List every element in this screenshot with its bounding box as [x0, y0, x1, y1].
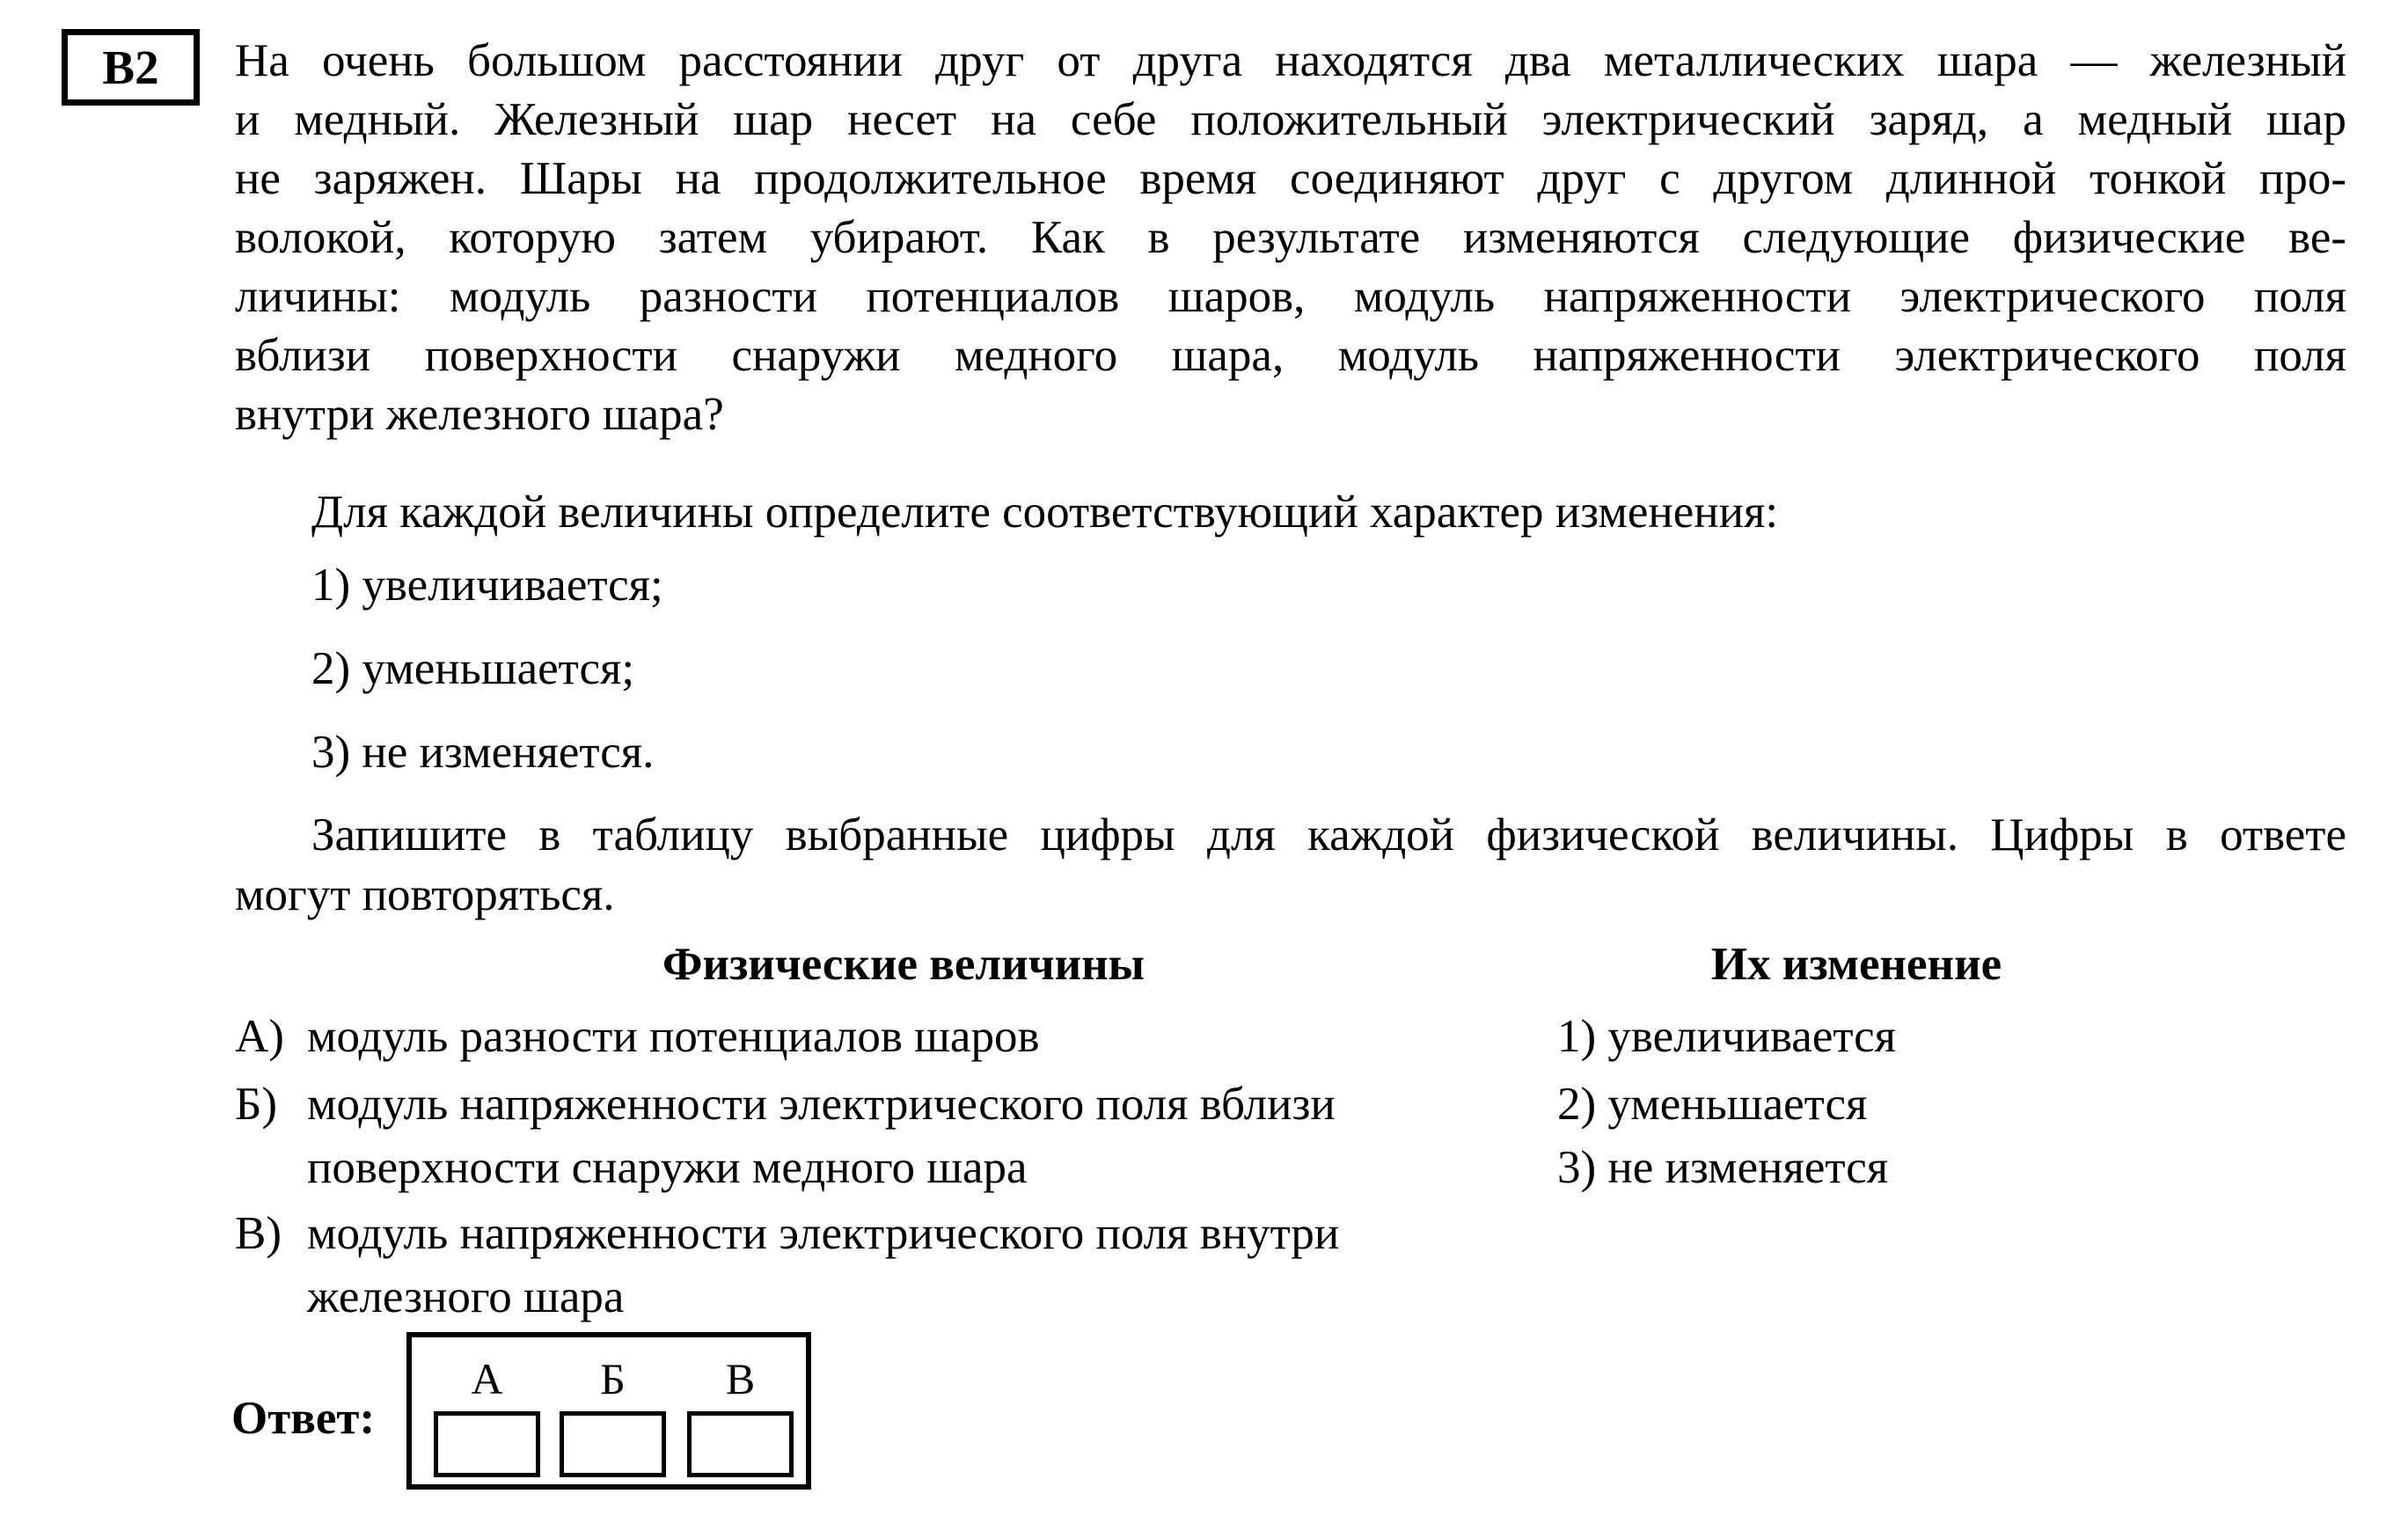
answer-column-letter-b: Б: [600, 1354, 626, 1403]
statement-line: волокой, которую затем убирают. Как в результате изменяются следующие физические ве-: [235, 212, 2346, 263]
statement-line: не заряжен. Шары на продолжительное время соединяют друг с другом длинной тонкой про-: [235, 153, 2346, 204]
change-option-1: 1) увеличивается;: [311, 560, 663, 611]
problem-number-box: [62, 29, 200, 106]
answer-column-v: [687, 1353, 794, 1477]
answer-column-letter-v: В: [725, 1354, 756, 1403]
note-line: могут повторяться.: [235, 869, 615, 920]
note-line: Запишите в таблицу выбранные цифры для каждой физической величины. Цифры в ответе: [311, 809, 2346, 860]
statement-line: и медный. Железный шар несет на себе положительный электрический заряд, а медный шар: [235, 94, 2346, 145]
answer-cell-a[interactable]: [434, 1411, 540, 1477]
answer-cell-v[interactable]: [687, 1411, 794, 1477]
change-item-1: 1) увеличивается: [1557, 1011, 1897, 1062]
answer-box: [406, 1332, 811, 1490]
match-row-label-b: Б): [235, 1079, 278, 1130]
statement-line: вблизи поверхности снаружи медного шара, модуль напряженности электрического поля: [235, 330, 2346, 381]
change-item-3: 3) не изменяется: [1557, 1142, 1889, 1193]
match-row-text: модуль напряженности электрического поля внутри: [307, 1208, 1340, 1259]
match-row-text: модуль разности потенциалов шаров: [307, 1011, 1040, 1062]
left-column-header: Физические величины: [662, 939, 1145, 990]
statement-line: На очень большом расстоянии друг от друга находятся два металлических шара — железный: [235, 35, 2346, 86]
match-row-label-a: А): [235, 1011, 284, 1062]
instruction-text: Для каждой величины определите соответствующий характер изменения:: [311, 487, 1779, 538]
answer-column-b: [560, 1353, 666, 1477]
right-column-header: Их изменение: [1710, 939, 2002, 990]
statement-line: личины: модуль разности потенциалов шаров, модуль напряженности электрического поля: [235, 271, 2346, 322]
answer-column-a: [434, 1353, 540, 1477]
change-option-3: 3) не изменяется.: [311, 727, 655, 778]
answer-label: Ответ:: [231, 1393, 376, 1444]
answer-cell-b[interactable]: [560, 1411, 666, 1477]
change-item-2: 2) уменьшается: [1557, 1079, 1868, 1130]
statement-line: внутри железного шара?: [235, 389, 724, 440]
problem-number: В2: [102, 40, 159, 94]
match-row-label-v: В): [235, 1208, 282, 1259]
match-row-text: железного шара: [307, 1271, 625, 1322]
answer-column-letter-a: А: [471, 1354, 503, 1403]
change-option-2: 2) уменьшается;: [311, 643, 635, 694]
match-row-text: поверхности снаружи медного шара: [307, 1142, 1028, 1193]
problem-statement: [235, 32, 2346, 444]
match-row-text: модуль напряженности электрического поля вблизи: [307, 1079, 1336, 1130]
